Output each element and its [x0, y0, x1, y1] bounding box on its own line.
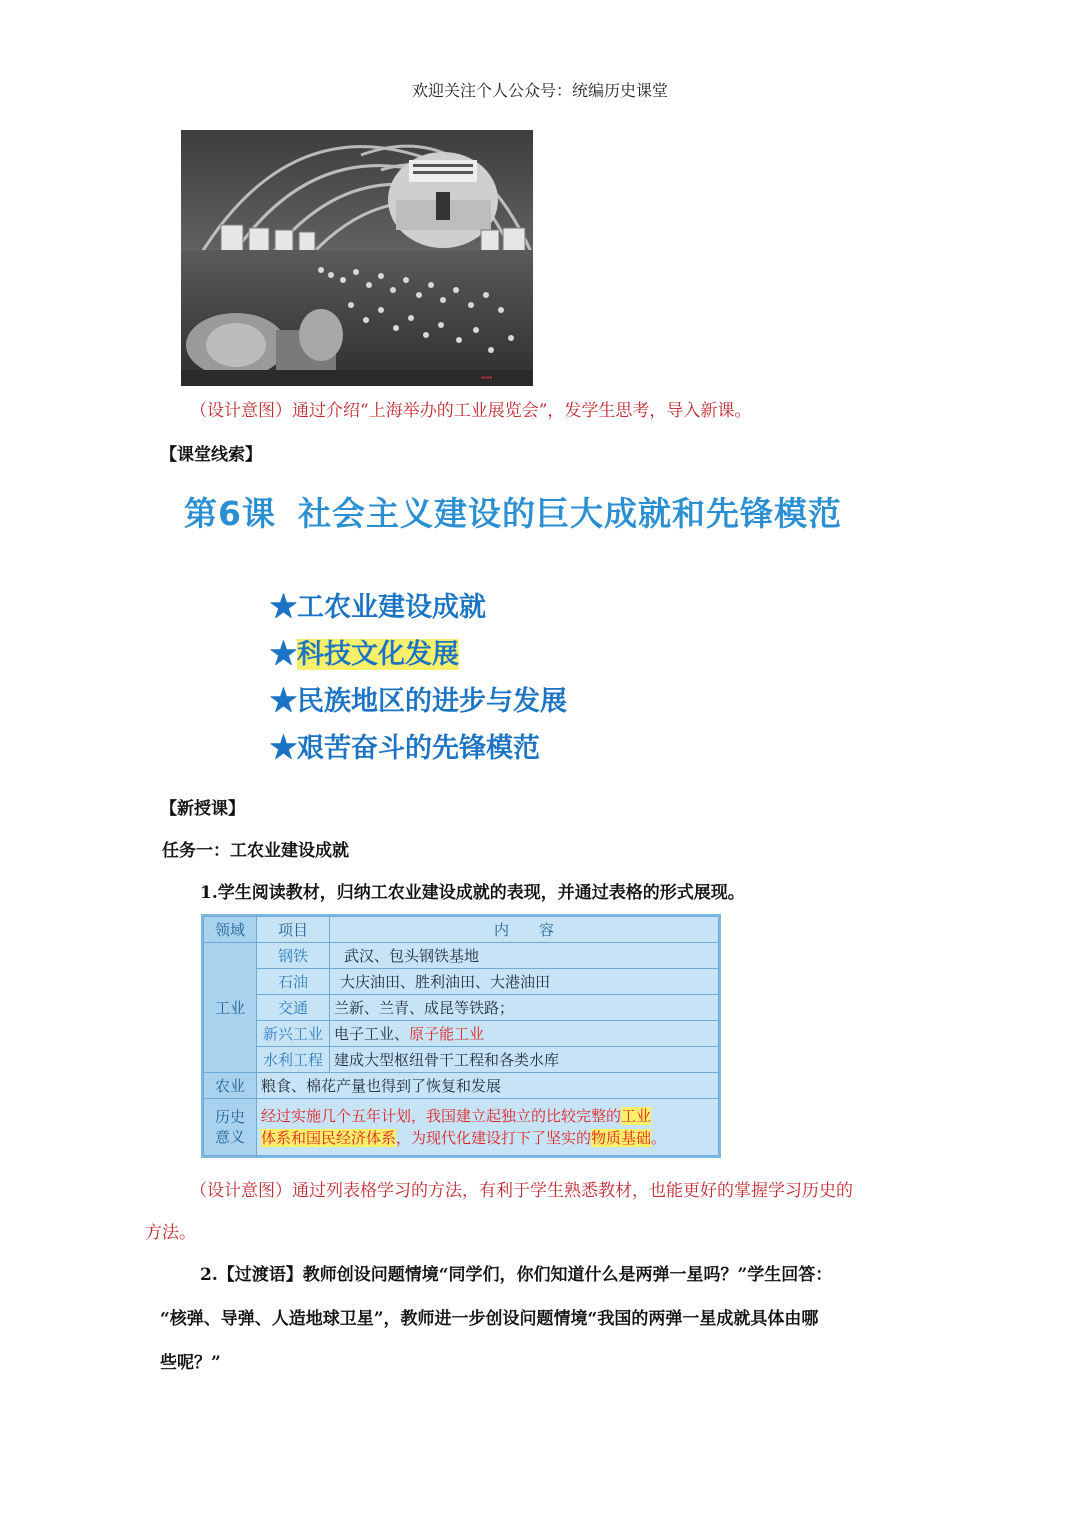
star-icon: ★ [270, 733, 297, 764]
lesson-title: 社会主义建设的巨大成就和先锋模范 [297, 494, 842, 533]
banner-bullet [270, 632, 459, 671]
step-two-line-1: 2.【过渡语】教师创设问题情境“同学们，你们知道什么是两弹一星吗？”学生回答： [200, 1265, 833, 1285]
intro-design-note: （设计意图）通过介绍“上海举办的工业展览会”，发学生思考，导入新课。 [190, 401, 752, 421]
table-item: 水利工程 [257, 1047, 330, 1073]
step-two-line-2: “核弹、导弹、人造地球卫星”，教师进一步创设问题情境“我国的两弹一星成就具体由哪 [160, 1309, 819, 1329]
table-item: 石油 [257, 969, 330, 995]
step-one-text: 1.学生阅读教材，归纳工农业建设成就的表现，并通过表格的形式展现。 [200, 883, 745, 903]
task-one-heading: 任务一：工农业建设成就 [162, 841, 349, 861]
star-icon: ★ [270, 592, 297, 623]
table-cell: 兰新、兰青、成昆等铁路； [330, 995, 719, 1021]
exhibition-photo [181, 130, 533, 386]
table-design-note: （设计意图）通过列表格学习的方法，有利于学生熟悉教材，也能更好的掌握学习历史的 [190, 1181, 853, 1201]
achievements-table [201, 914, 721, 1158]
star-icon: ★ [270, 686, 297, 717]
table-item: 交通 [257, 995, 330, 1021]
agriculture-label: 农业 [204, 1073, 257, 1099]
table-design-note-cont: 方法。 [145, 1223, 196, 1243]
table-cell: 武汉、包头钢铁基地 [330, 943, 719, 969]
banner-title [184, 488, 842, 535]
table-cell: 粮食、棉花产量也得到了恢复和发展 [257, 1073, 719, 1099]
section-new-heading: 【新授课】 [160, 799, 245, 819]
highlight-red-text: 原子能工业 [409, 1025, 485, 1043]
table-cell: 建成大型枢纽骨干工程和各类水库 [330, 1047, 719, 1073]
industry-label: 工业 [204, 943, 257, 1073]
page-header: 欢迎关注个人公众号：统编历史课堂 [411, 81, 668, 100]
lesson-number: 第6课 [184, 494, 276, 533]
banner-bullet: ★艰苦奋斗的先锋模范 [270, 733, 540, 764]
step-two-line-3: 些呢？” [160, 1353, 221, 1373]
historical-meaning-cell: 经过实施几个五年计划，我国建立起独立的比较完整的工业 体系和国民经济体系，为现代化建设打下了坚实的物质基础。 [257, 1099, 719, 1156]
table-item: 钢铁 [257, 943, 330, 969]
meaning-label: 历史 意义 [204, 1099, 257, 1156]
table-cell: 大庆油田、胜利油田、大港油田 [330, 969, 719, 995]
table-header: 领域 [204, 917, 257, 943]
table-item: 新兴工业 [257, 1021, 330, 1047]
highlighted-bullet-label: 科技文化发展 [297, 639, 459, 670]
table-header: 内 容 [330, 917, 719, 943]
section-clue-heading: 【课堂线索】 [160, 445, 262, 465]
lesson-banner [170, 470, 920, 780]
banner-bullet: ★工农业建设成就 [270, 592, 486, 623]
star-icon: ★ [270, 639, 297, 670]
svg-text:▪▪▪▪: ▪▪▪▪ [481, 373, 493, 382]
table-cell: 电子工业、原子能工业 [330, 1021, 719, 1047]
banner-bullet: ★民族地区的进步与发展 [270, 686, 567, 717]
table-header: 项目 [257, 917, 330, 943]
